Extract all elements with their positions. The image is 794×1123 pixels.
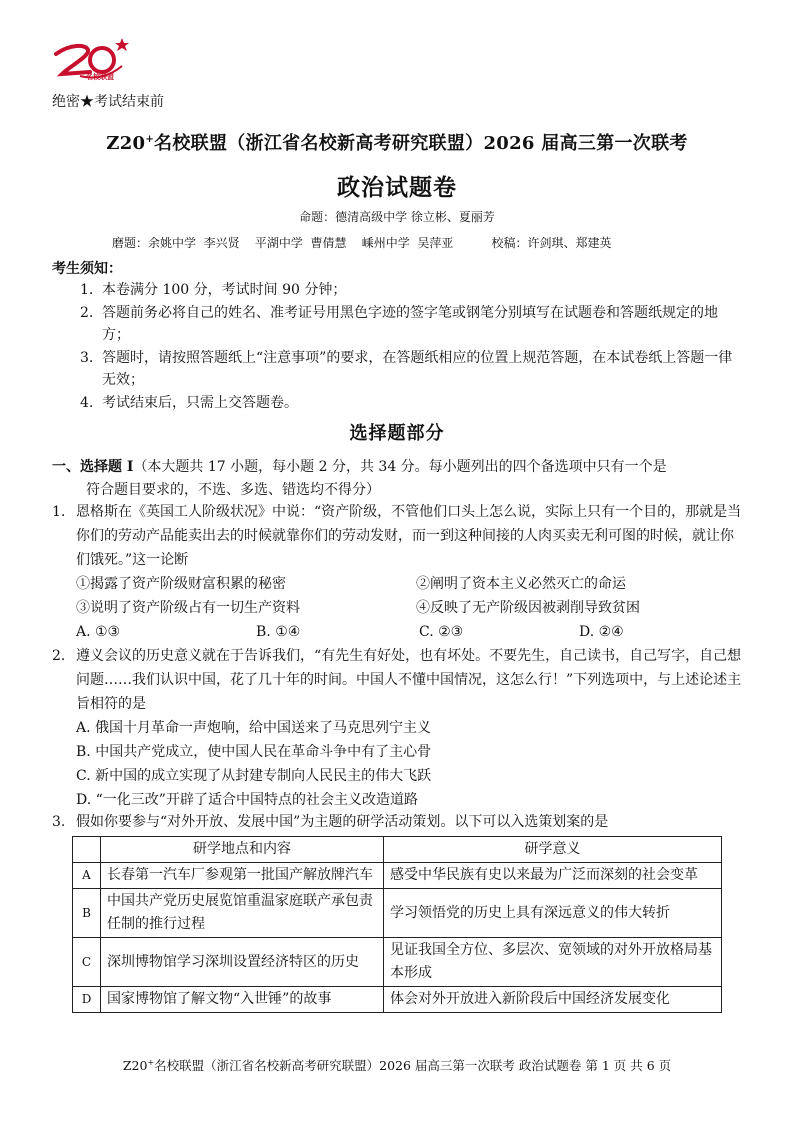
part-instructions: 一、选择题 Ⅰ（本大题共 17 小题，每小题 2 分，共 34 分。每小题列出的四个备选项中只有一个是 符合题目要求的，不选、多选、错选均不得分） bbox=[52, 459, 667, 498]
table-row: B 中国共产党历史展览馆重温家庭联产承包责任制的推行过程 学习领悟党的历史上具有深远意义的伟大转折 bbox=[73, 889, 722, 938]
question-1: 1. 恩格斯在《英国工人阶级状况》中说：“资产阶级，不管他们口头上怎么说，实际上只有一个目的，那就是当你们的劳动产品能卖出去的时候就靠你们的劳动发财，而一到这种间接的人肉买卖无利可图的时候，就让你们饿死。”这一论断 ①揭露了资产阶级财富积累的秘密 ②阐明了资本主义必然灭亡的命运 ③说明了资产阶级占有一切生产资料 ④反映了无产阶级因被剥削导致贫困 A. ①③ B. ①④ C. ②③ D. ②④ bbox=[52, 500, 744, 644]
table-row: D 国家博物馆了解文物“入世锤”的故事 体会对外开放进入新阶段后中国经济发展变化 bbox=[73, 987, 722, 1013]
notice-item: 1. 本卷满分 100 分，考试时间 90 分钟； bbox=[80, 282, 347, 298]
table-row: A 长春第一汽车厂参观第一批国产解放牌汽车 感受中华民族有史以来最为广泛而深刻的社会变革 bbox=[73, 863, 722, 889]
authors-line: 命题：德清高级中学 徐立彬、夏丽芳 bbox=[299, 210, 495, 224]
notice-list bbox=[80, 279, 742, 414]
table-header-row: 研学地点和内容 研学意义 bbox=[73, 837, 722, 863]
notice-item: 4. 考试结束后，只需上交答题卷。 bbox=[80, 394, 298, 411]
logo-text: 名校联盟 bbox=[86, 73, 114, 81]
section-title: 选择题部分 bbox=[349, 423, 445, 444]
reviewers-line: 磨题：余姚中学 李兴贤 平湖中学 曹倩慧 嵊州中学 吴萍亚 校稿：许剑琪、郑建英 bbox=[112, 236, 612, 250]
notice-title: 考生须知： bbox=[52, 261, 122, 277]
question-2: 2. 遵义会议的历史意义就在于告诉我们，“有先生有好处，也有坏处。不要先生，自己读书，自己写字，自己想问题……我们认识中国，花了几十年的时间。中国人不懂中国情况，这怎么行！”下列选项中，与上述论述主旨相符的是 A. 俄国十月革命一声炮响，给中国送来了马克思列宁主义 B. 中国共产党成立，使中国人民在革命斗争中有了主心骨 C. 新中国的成立实现了从封建专制向人民民主的伟大飞跃 D. “一化三改”开辟了适合中国特点的社会主义改造道路 bbox=[52, 644, 744, 812]
page-footer: Z20+名校联盟（浙江省名校新高考研究联盟）2026 届高三第一次联考 政治试题卷 第 1 页 共 6 页 bbox=[122, 1057, 672, 1073]
question-3: 3. 假如你要参与“对外开放、发展中国”为主题的研学活动策划。以下可以入选策划案的是 bbox=[52, 814, 609, 830]
subject-title: 政治试题卷 bbox=[337, 174, 457, 201]
secret-label: 绝密★考试结束前 bbox=[52, 94, 164, 110]
choice-list: A. 俄国十月革命一声炮响，给中国送来了马克思列宁主义 B. 中国共产党成立，使中国人民在革命斗争中有了主心骨 C. 新中国的成立实现了从封建专制向人民民主的伟大飞跃 D. “一化三改”开辟了适合中国特点的社会主义改造道路 bbox=[76, 720, 432, 808]
study-tour-table bbox=[72, 836, 722, 1013]
notice-item: 3. 答题时，请按照答题纸上“注意事项”的要求，在答题纸相应的位置上规范答题，在本试卷纸上答题一律无效； bbox=[80, 349, 733, 388]
statement-list: ①揭露了资产阶级财富积累的秘密 ②阐明了资本主义必然灭亡的命运 ③说明了资产阶级占有一切生产资料 ④反映了无产阶级因被剥削导致贫困 bbox=[76, 576, 640, 616]
choice-list: A. ①③ B. ①④ C. ②③ D. ②④ bbox=[76, 624, 624, 640]
exam-title: Z20+名校联盟（浙江省名校新高考研究联盟）2026 届高三第一次联考 bbox=[106, 133, 688, 154]
table-row: C 深圳博物馆学习深圳设置经济特区的历史 见证我国全方位、多层次、宽领域的对外开放格局基本形成 bbox=[73, 938, 722, 987]
notice-item: 2. 答题前务必将自己的姓名、准考证号用黑色字迹的签字笔或钢笔分别填写在试题卷和答题纸规定的地方； bbox=[80, 304, 718, 343]
